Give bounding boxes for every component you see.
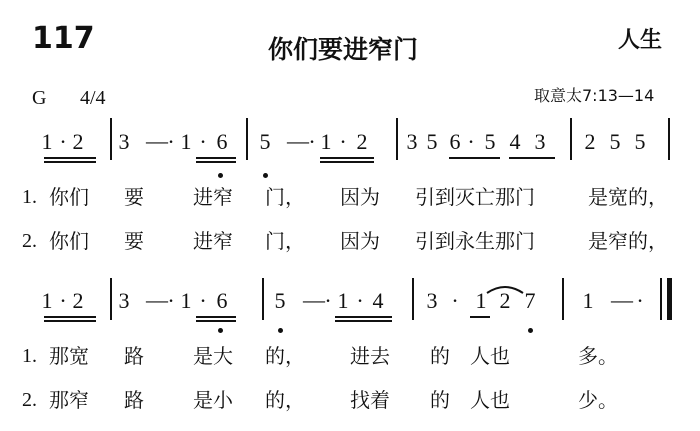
note-dash: —	[146, 287, 168, 312]
note-digit: 2	[584, 129, 596, 154]
note-digit: 5	[259, 129, 271, 154]
note-dash: —	[287, 128, 309, 153]
note-dot: ·	[167, 288, 175, 313]
barline	[262, 278, 264, 320]
note-dot: ·	[199, 288, 207, 313]
note-digit: 4	[372, 288, 384, 313]
duration-underline	[44, 316, 96, 318]
note-digit: 7	[524, 288, 536, 313]
lyric-word: 因为	[340, 185, 380, 209]
duration-underline	[44, 161, 96, 163]
note-dot: ·	[451, 288, 459, 313]
lyric-word: 的，	[265, 344, 305, 368]
note-digit: 6	[216, 129, 228, 154]
duration-underline	[44, 320, 96, 322]
lyric-word: 路	[124, 388, 144, 412]
barline	[110, 118, 112, 160]
lyric-word: 引到永生那门	[415, 229, 535, 253]
barline	[412, 278, 414, 320]
barline	[668, 118, 670, 160]
duration-underline	[320, 157, 374, 159]
note-dot: ·	[308, 129, 316, 154]
lyric-word: 的，	[265, 388, 305, 412]
note-dash: —	[303, 287, 325, 312]
note-digit: 2	[72, 129, 84, 154]
note-dash: —	[611, 287, 633, 312]
note-dot: ·	[167, 129, 175, 154]
note-digit: 2	[499, 288, 511, 313]
note-digit: 2	[356, 129, 368, 154]
lyric-word: 是窄的，	[588, 229, 668, 253]
note-digit: 4	[509, 129, 521, 154]
lyric-word: 少。	[578, 388, 618, 412]
lyric-word: 进去	[350, 344, 390, 368]
note-digit: 6	[449, 129, 461, 154]
note-digit: 5	[634, 129, 646, 154]
lyric-word: 是宽的，	[588, 185, 668, 209]
lyric-word: 你们	[49, 229, 89, 253]
note-dot: ·	[59, 288, 67, 313]
barline	[562, 278, 564, 320]
note-digit: 3	[118, 288, 130, 313]
lyric-word: 是大	[193, 344, 233, 368]
note-digit: 5	[609, 129, 621, 154]
note-dot: ·	[324, 288, 332, 313]
verse-number: 1.	[22, 186, 37, 208]
hymn-number: 117	[32, 21, 95, 56]
barline	[570, 118, 572, 160]
lyric-word: 多。	[578, 344, 618, 368]
lyric-word: 人也	[470, 388, 510, 412]
lyric-word: 那窄	[49, 388, 89, 412]
key-signature: G	[32, 87, 47, 109]
lyric-word: 进窄	[193, 229, 233, 253]
note-digit: 5	[426, 129, 438, 154]
duration-underline	[196, 157, 236, 159]
hymn-category: 人生	[618, 28, 663, 53]
note-digit: 3	[534, 129, 546, 154]
octave-dot	[278, 328, 283, 333]
octave-dot	[263, 173, 268, 178]
duration-underline	[196, 316, 236, 318]
lyric-word: 的	[430, 388, 450, 412]
duration-underline	[335, 320, 392, 322]
final-barline	[667, 278, 672, 320]
note-dot: ·	[636, 288, 644, 313]
barline	[660, 278, 662, 320]
note-dot: ·	[467, 129, 475, 154]
note-digit: 6	[216, 288, 228, 313]
note-dash: —	[146, 128, 168, 153]
note-dot: ·	[339, 129, 347, 154]
duration-underline	[196, 161, 236, 163]
verse-number: 2.	[22, 389, 37, 411]
note-digit: 3	[406, 129, 418, 154]
duration-underline	[509, 157, 555, 159]
note-digit: 5	[274, 288, 286, 313]
duration-underline	[335, 316, 392, 318]
lyric-word: 是小	[193, 388, 233, 412]
lyric-word: 人也	[470, 344, 510, 368]
lyric-word: 找着	[350, 388, 390, 412]
lyric-word: 门，	[265, 229, 305, 253]
note-digit: 1	[41, 129, 53, 154]
barline	[246, 118, 248, 160]
note-digit: 3	[426, 288, 438, 313]
lyric-word: 你们	[49, 185, 89, 209]
note-digit: 1	[582, 288, 594, 313]
verse-number: 2.	[22, 230, 37, 252]
lyric-word: 门，	[265, 185, 305, 209]
note-dot: ·	[199, 129, 207, 154]
duration-underline	[449, 157, 500, 159]
duration-underline	[470, 316, 490, 318]
lyric-word: 引到灭亡那门	[415, 185, 535, 209]
note-digit: 1	[180, 129, 192, 154]
lyric-word: 要	[124, 229, 144, 253]
time-signature: 4/4	[80, 87, 106, 109]
tie-arc	[485, 283, 525, 295]
note-dot: ·	[356, 288, 364, 313]
duration-underline	[196, 320, 236, 322]
note-digit: 1	[475, 288, 487, 313]
lyric-word: 的	[430, 344, 450, 368]
note-digit: 1	[41, 288, 53, 313]
note-digit: 1	[180, 288, 192, 313]
note-digit: 1	[320, 129, 332, 154]
octave-dot	[218, 328, 223, 333]
verse-number: 1.	[22, 345, 37, 367]
barline	[396, 118, 398, 160]
duration-underline	[44, 157, 96, 159]
duration-underline	[320, 161, 374, 163]
barline	[110, 278, 112, 320]
lyric-word: 路	[124, 344, 144, 368]
note-dot: ·	[59, 129, 67, 154]
hymn-title: 你们要进窄门	[268, 35, 419, 64]
scripture-reference: 取意太7:13—14	[534, 86, 655, 105]
octave-dot	[528, 328, 533, 333]
lyric-word: 那宽	[49, 344, 89, 368]
note-digit: 3	[118, 129, 130, 154]
octave-dot	[218, 173, 223, 178]
note-digit: 1	[337, 288, 349, 313]
note-digit: 2	[72, 288, 84, 313]
lyric-word: 因为	[340, 229, 380, 253]
lyric-word: 进窄	[193, 185, 233, 209]
note-digit: 5	[484, 129, 496, 154]
lyric-word: 要	[124, 185, 144, 209]
